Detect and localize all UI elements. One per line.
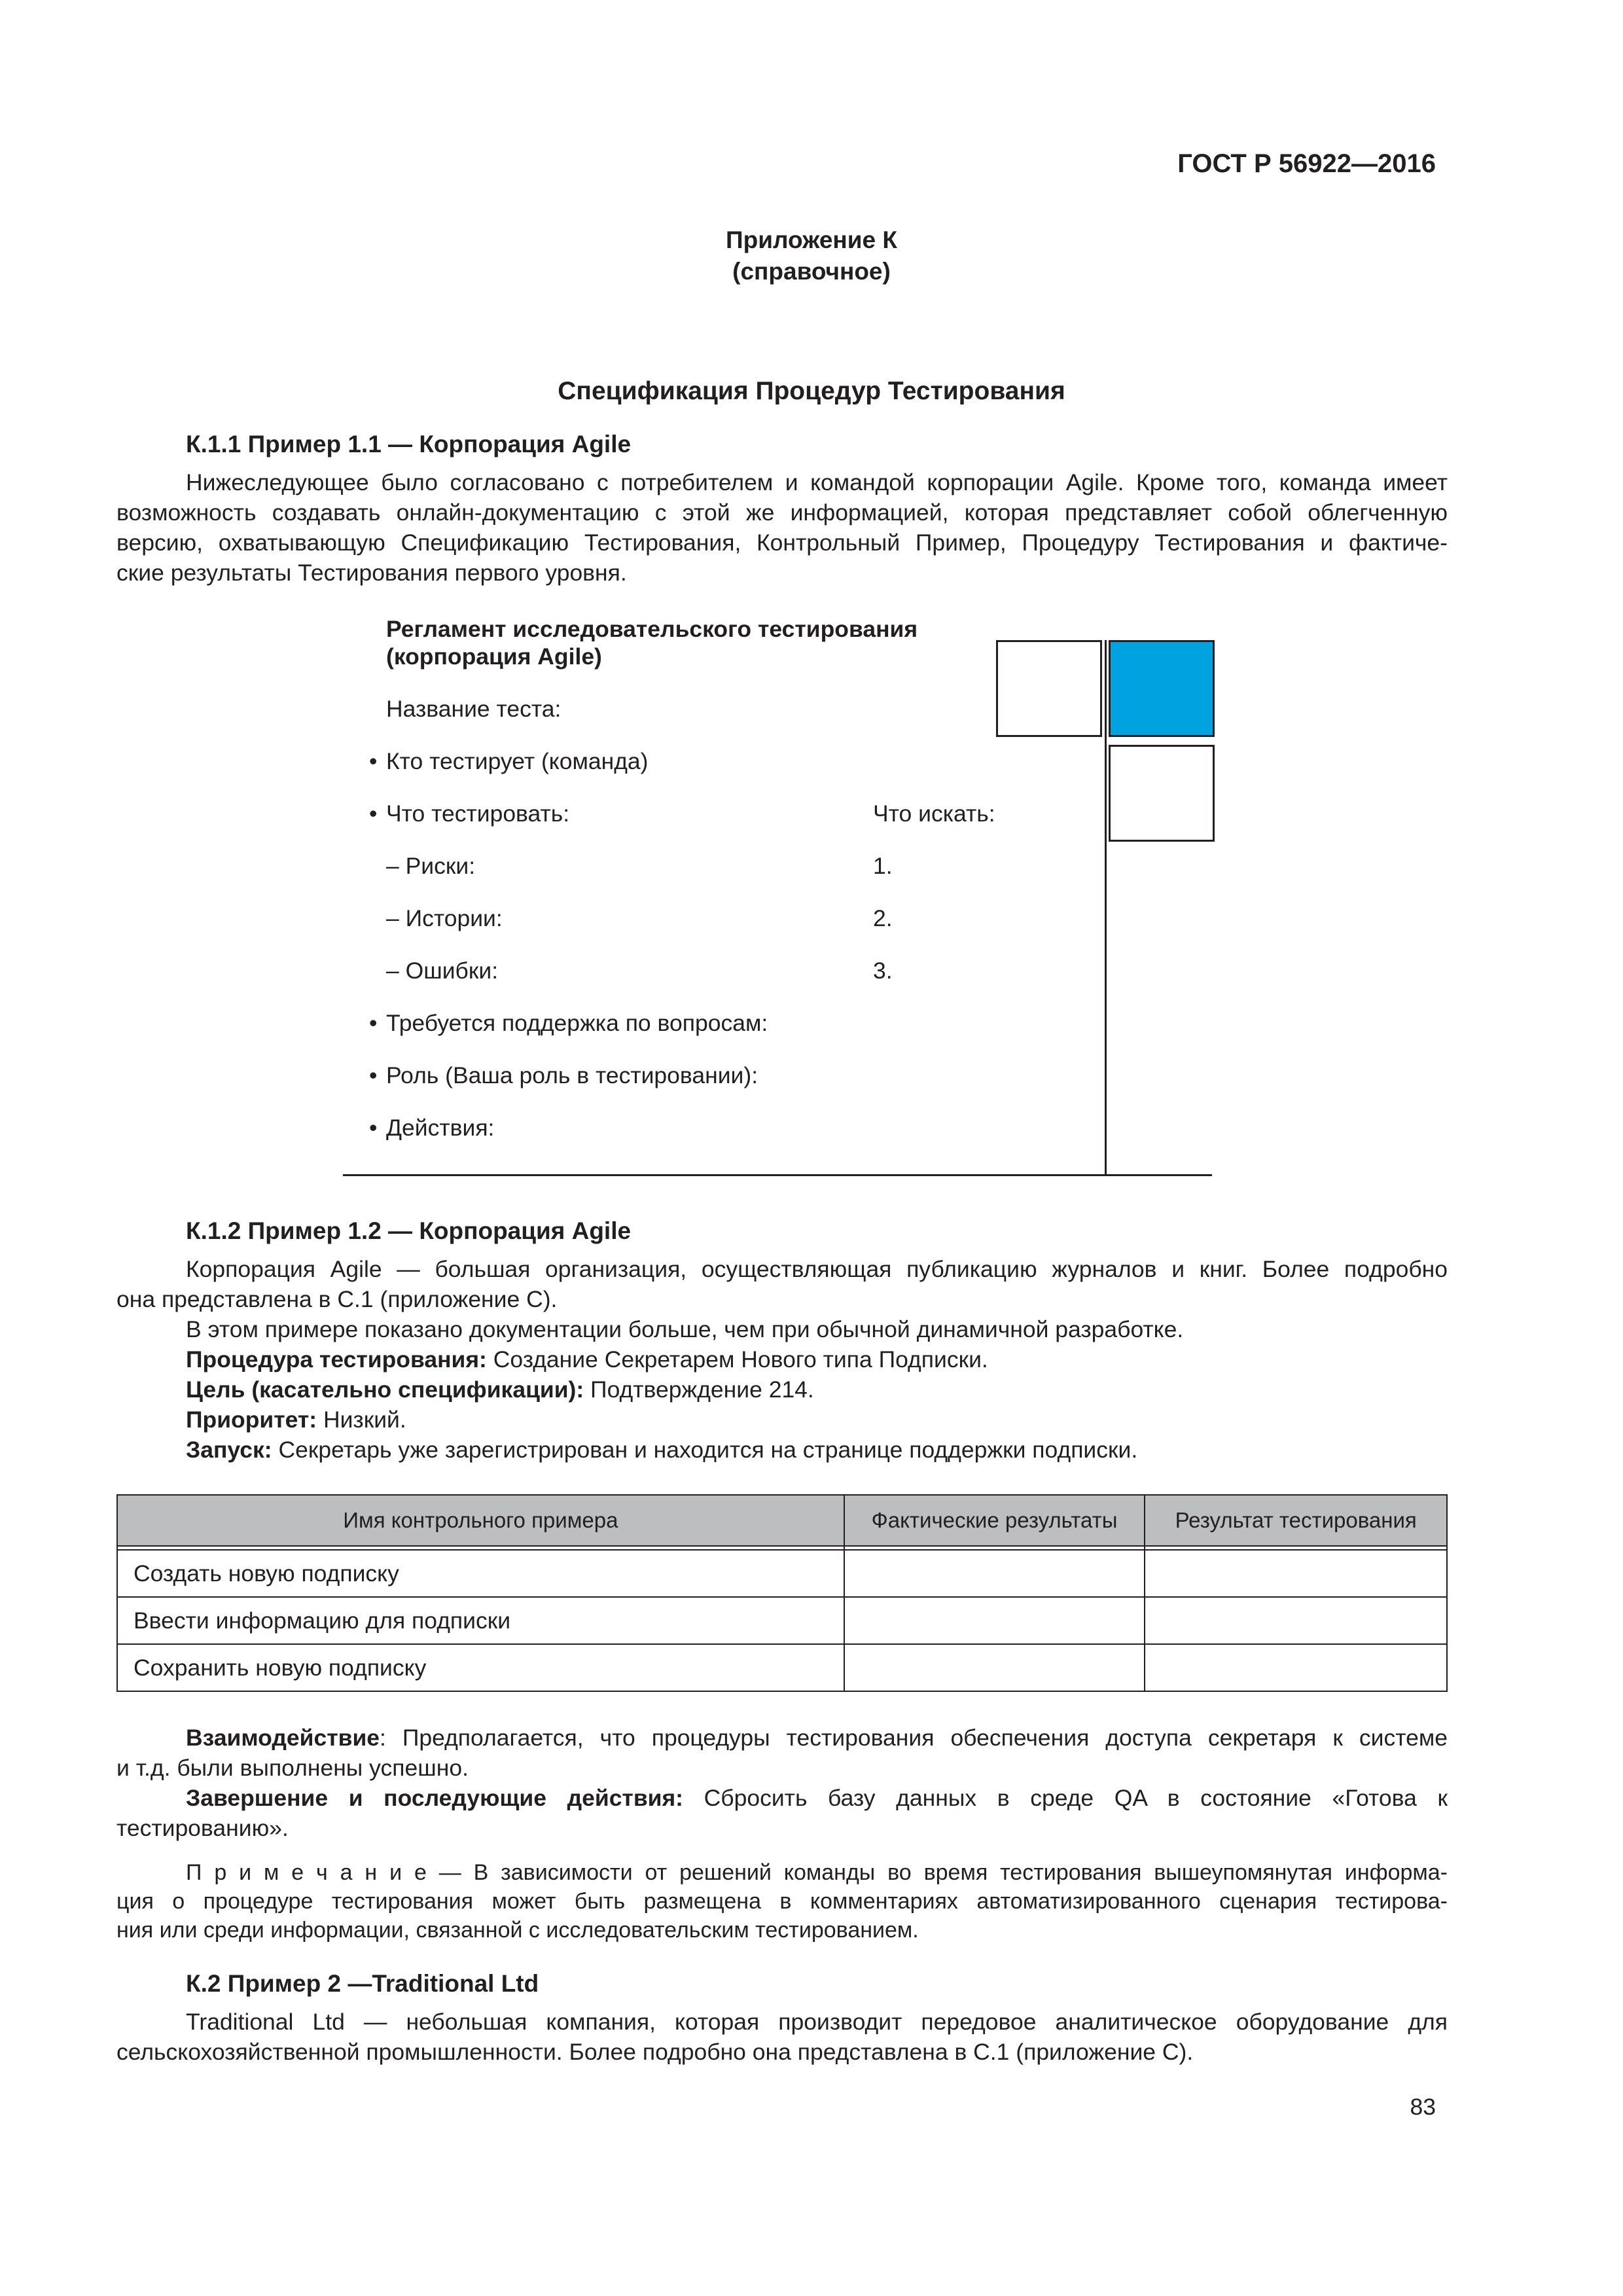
- form-role: Роль (Ваша роль в тестировании):: [386, 1062, 758, 1088]
- note-text: — В зависимости от решений команды во время тестирования вышеупомянутая информа-: [426, 1860, 1448, 1885]
- paragraph-line: она представлена в С.1 (приложение С).: [116, 1286, 558, 1312]
- section-heading-k2: К.2 Пример 2 —Traditional Ltd: [186, 1970, 539, 1997]
- standard-number: ГОСТ Р 56922—2016: [1177, 149, 1436, 178]
- priority-label: Приоритет:: [186, 1407, 317, 1433]
- paragraph-line: Traditional Ltd — небольшая компания, которая производит передовое аналитическое оборудование для: [186, 2009, 1448, 2035]
- bullet: •: [369, 748, 378, 774]
- start-text: Секретарь уже зарегистрирован и находится на странице поддержки подписки.: [272, 1437, 1138, 1463]
- table-cell: [1145, 1597, 1447, 1644]
- form-number: 3.: [873, 958, 893, 984]
- paragraph-line: тестированию».: [116, 1815, 289, 1841]
- priority-text: Низкий.: [317, 1407, 406, 1433]
- priority-line: [186, 1405, 406, 1435]
- paragraph-line: Нижеследующее было согласовано с потребителем и командой корпорации Agile. Кроме того, команда имеет: [186, 469, 1448, 495]
- table-cell: Создать новую подписку: [117, 1550, 844, 1597]
- table-cell: [844, 1597, 1145, 1644]
- table-cell: [1145, 1644, 1447, 1691]
- main-title: Спецификация Процедур Тестирования: [558, 377, 1065, 405]
- bullet: •: [369, 1010, 378, 1036]
- form-number: 1.: [873, 853, 893, 879]
- form-subtitle: (корпорация Agile): [386, 643, 602, 670]
- interaction-line: [186, 1723, 1448, 1753]
- table-row: [117, 1597, 1447, 1644]
- form-actions: Действия:: [386, 1115, 495, 1141]
- note-line: ция о процедуре тестирования может быть размещена в комментариях автоматизированного сценария тестирова-: [116, 1889, 1448, 1914]
- form-number: 2.: [873, 905, 893, 931]
- appendix-subtitle: (справочное): [732, 258, 891, 285]
- table-cell: Ввести информацию для подписки: [117, 1597, 844, 1644]
- bullet: •: [369, 1062, 378, 1088]
- paragraph-line: Корпорация Agile — большая организация, осуществляющая публикацию журналов и книг. Более подробно: [186, 1256, 1448, 1282]
- test-case-table: [116, 1494, 1448, 1692]
- paragraph-line: ские результаты Тестирования первого уровня.: [116, 560, 627, 586]
- form-who: Кто тестирует (команда): [386, 748, 649, 774]
- form-look-for: Что искать:: [873, 800, 995, 827]
- form-empty-box: [996, 640, 1102, 737]
- form-bugs: – Ошибки:: [386, 958, 499, 984]
- form-title: Регламент исследовательского тестирования: [386, 616, 918, 642]
- table-cell: Сохранить новую подписку: [117, 1644, 844, 1691]
- bullet: •: [369, 1115, 378, 1141]
- form-risks: – Риски:: [386, 853, 476, 879]
- procedure-label: Процедура тестирования:: [186, 1346, 487, 1372]
- form-what: Что тестировать:: [386, 800, 570, 827]
- goal-label: Цель (касательно спецификации):: [186, 1376, 584, 1403]
- table-header-cell: Результат тестирования: [1145, 1495, 1447, 1546]
- bullet: •: [369, 800, 378, 827]
- interaction-label: Взаимодействие: [186, 1725, 380, 1751]
- form-blue-box: [1109, 640, 1215, 737]
- section-heading-k111: К.1.1 Пример 1.1 — Корпорация Agile: [186, 431, 632, 457]
- form-vertical-divider: [1105, 640, 1107, 1175]
- procedure-text: Создание Секретарем Нового типа Подписки.: [486, 1346, 988, 1372]
- paragraph-line: и т.д. были выполнены успешно.: [116, 1755, 469, 1781]
- paragraph-line: версию, охватывающую Спецификацию Тестирования, Контрольный Пример, Процедуру Тестирования и фактиче-: [116, 529, 1448, 556]
- note-line: ния или среди информации, связанной с исследовательским тестированием.: [116, 1918, 919, 1943]
- form-empty-box: [1109, 745, 1215, 842]
- finish-line: [186, 1783, 1448, 1813]
- note-line: [186, 1857, 1448, 1888]
- start-label: Запуск:: [186, 1437, 272, 1463]
- interaction-text: : Предполагается, что процедуры тестирования обеспечения доступа секретаря к системе: [380, 1725, 1448, 1751]
- paragraph-line: сельскохозяйственной промышленности. Более подробно она представлена в С.1 (приложение С).: [116, 2039, 1194, 2065]
- finish-label: Завершение и последующие действия:: [186, 1785, 684, 1811]
- paragraph-line: возможность создавать онлайн-документацию с этой же информацией, которая представляет собой облегченную: [116, 499, 1448, 526]
- note-label: П р и м е ч а н и е: [186, 1860, 427, 1885]
- paragraph-line: В этом примере показано документации больше, чем при обычной динамичной разработке.: [186, 1316, 1184, 1342]
- start-line: [186, 1435, 1137, 1465]
- goal-line: [186, 1374, 814, 1405]
- form-bottom-rule: [343, 1174, 1212, 1176]
- table-row: [117, 1550, 1447, 1597]
- goal-text: Подтверждение 214.: [584, 1376, 814, 1403]
- page-number: 83: [1410, 2094, 1436, 2120]
- table-row: [117, 1644, 1447, 1691]
- table-header-row: [117, 1495, 1447, 1546]
- appendix-title: Приложение К: [726, 226, 897, 253]
- procedure-line: [186, 1344, 988, 1374]
- finish-text: Сбросить базу данных в среде QA в состояние «Готова к: [683, 1785, 1448, 1811]
- section-heading-k112: К.1.2 Пример 1.2 — Корпорация Agile: [186, 1217, 632, 1244]
- form-stories: – Истории:: [386, 905, 503, 931]
- table-cell: [1145, 1550, 1447, 1597]
- form-test-name: Название теста:: [386, 696, 562, 722]
- table-header-cell: Фактические результаты: [844, 1495, 1145, 1546]
- form-support: Требуется поддержка по вопросам:: [386, 1010, 768, 1036]
- table-header-cell: Имя контрольного примера: [117, 1495, 844, 1546]
- table-cell: [844, 1644, 1145, 1691]
- table-cell: [844, 1550, 1145, 1597]
